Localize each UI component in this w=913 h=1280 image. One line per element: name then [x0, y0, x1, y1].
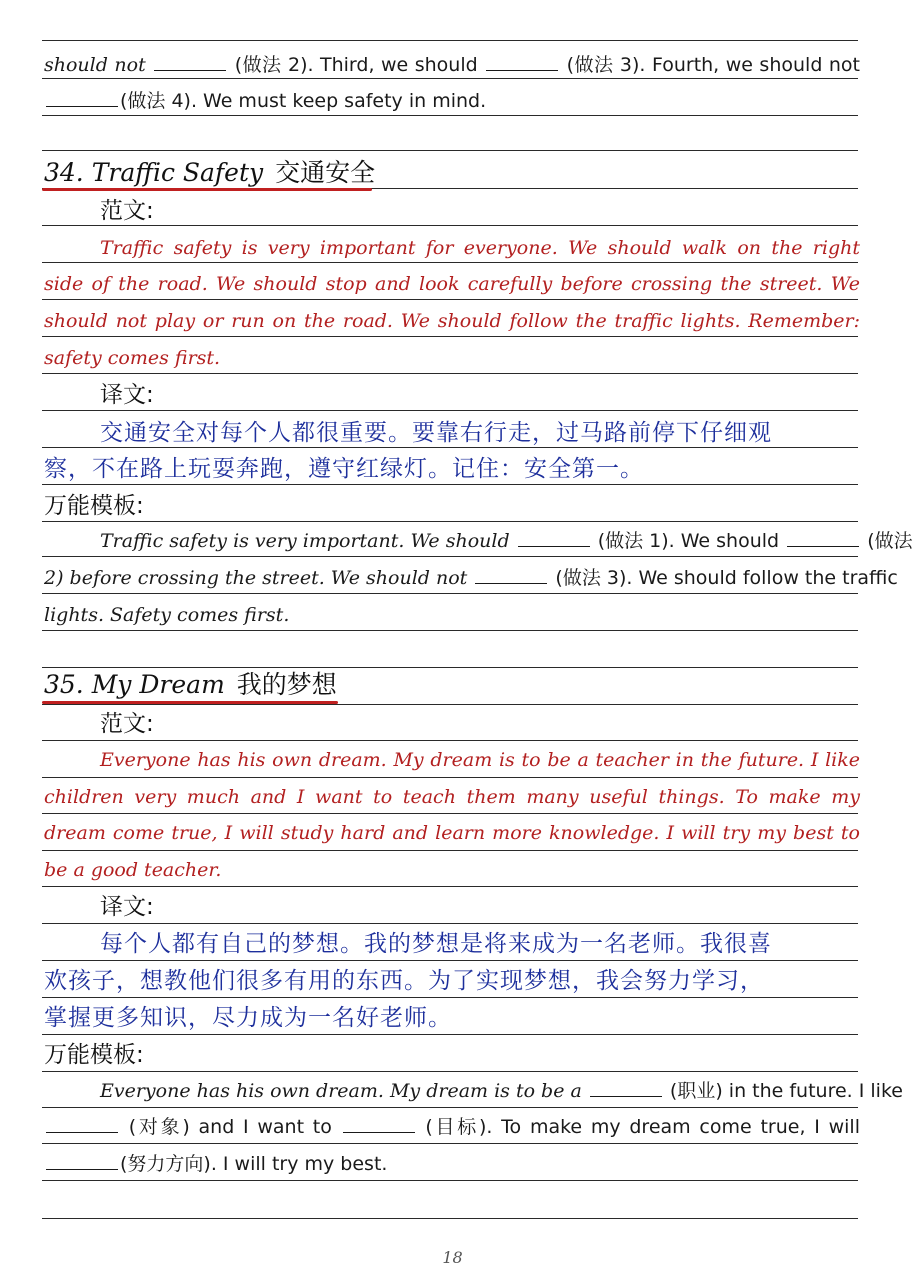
- model-line: Traffic safety is very important for everyone. We should walk on the right: [100, 237, 860, 259]
- template-label: 万能模板:: [44, 493, 144, 519]
- ruled-line: [42, 630, 858, 631]
- template-line: lights. Safety comes first.: [44, 604, 290, 626]
- ruled-line: [42, 886, 858, 887]
- ruled-line: [42, 593, 858, 594]
- text: (努力方向). I will try my best.: [120, 1153, 388, 1175]
- title-en: 35. My Dream: [44, 670, 225, 699]
- ruled-line: [42, 336, 858, 337]
- ruled-line: [42, 521, 858, 522]
- ruled-line: [42, 1218, 858, 1219]
- text: (做法 3). We should follow the traffic: [555, 567, 898, 589]
- ruled-line: [42, 299, 858, 300]
- text: (做法 3). Fourth, we should not: [566, 54, 860, 76]
- translation-label: 译文:: [100, 382, 154, 408]
- text: Everyone has his own dream. My dream is to be a: [100, 1080, 582, 1102]
- section-34-title: [44, 157, 375, 189]
- text: Traffic safety is very important. We should: [100, 530, 510, 552]
- ruled-line: [42, 813, 858, 814]
- template-line: [44, 1076, 903, 1106]
- title-en: 34. Traffic Safety: [44, 158, 264, 187]
- blank: [154, 54, 226, 71]
- ruled-line: [42, 960, 858, 961]
- ruled-line: [42, 997, 858, 998]
- model-line: children very much and I want to teach them many useful things. To make my: [44, 786, 860, 808]
- translation-line: 察，不在路上玩耍奔跑，遵守红绿灯。记住：安全第一。: [44, 456, 644, 482]
- text: (目标). To make my dream come true, I will: [425, 1116, 860, 1138]
- top-template-line-2: [44, 86, 860, 116]
- model-line: dream come true, I will study hard and learn more knowledge. I will try my best to: [44, 822, 860, 844]
- title-underline: [42, 188, 372, 191]
- title-underline: [42, 701, 338, 704]
- translation-line: 交通安全对每个人都很重要。要靠右行走，过马路前停下仔细观: [100, 420, 772, 446]
- template-label: 万能模板:: [44, 1042, 144, 1068]
- blank: [486, 54, 558, 71]
- translation-line: 欢孩子，想教他们很多有用的东西。为了实现梦想，我会努力学习，: [44, 968, 764, 994]
- text: should not: [44, 54, 146, 76]
- ruled-line: [42, 410, 858, 411]
- translation-line: 每个人都有自己的梦想。我的梦想是将来成为一名老师。我很喜: [100, 931, 772, 957]
- ruled-line: [42, 556, 858, 557]
- text: (做法 2). Third, we should: [234, 54, 478, 76]
- ruled-line: [42, 225, 858, 226]
- text: (对象) and I want to: [128, 1116, 332, 1138]
- model-label: 范文:: [100, 198, 154, 224]
- blank: [46, 1153, 118, 1170]
- model-line: should not play or run on the road. We should follow the traffic lights. Remember:: [44, 310, 860, 332]
- ruled-line: [42, 373, 858, 374]
- ruled-line: [42, 1180, 858, 1181]
- text: (职业) in the future. I like: [669, 1080, 903, 1102]
- blank: [787, 530, 859, 547]
- text: 2) before crossing the street. We should not: [44, 567, 468, 589]
- text: (做法 1). We should: [597, 530, 780, 552]
- ruled-line: [42, 850, 858, 851]
- text: (做法: [867, 530, 913, 552]
- ruled-line: [42, 777, 858, 778]
- translation-label: 译文:: [100, 894, 154, 920]
- text: (做法 4). We must keep safety in mind.: [120, 90, 487, 112]
- ruled-line: [42, 150, 858, 151]
- translation-line: 掌握更多知识，尽力成为一名好老师。: [44, 1005, 452, 1031]
- ruled-line: [42, 484, 858, 485]
- top-template-line-1: [44, 50, 860, 80]
- blank: [475, 567, 547, 584]
- ruled-line: [42, 923, 858, 924]
- ruled-line: [42, 1143, 858, 1144]
- ruled-line: [42, 40, 858, 41]
- blank: [343, 1116, 415, 1133]
- ruled-line: [42, 1034, 858, 1035]
- ruled-line: [42, 1071, 858, 1072]
- blank: [46, 90, 118, 107]
- template-line: [44, 526, 913, 556]
- model-line: Everyone has his own dream. My dream is to be a teacher in the future. I like: [100, 749, 860, 771]
- template-line: [44, 563, 898, 593]
- section-35-title: [44, 669, 337, 701]
- ruled-line: [42, 1107, 858, 1108]
- blank: [518, 530, 590, 547]
- template-line: [44, 1149, 860, 1179]
- template-line: [44, 1112, 860, 1142]
- blank: [46, 1116, 118, 1133]
- ruled-line: [42, 667, 858, 668]
- ruled-line: [42, 740, 858, 741]
- page-number: 18: [442, 1248, 463, 1267]
- model-line: be a good teacher.: [44, 859, 222, 881]
- title-zh: 我的梦想: [236, 670, 337, 699]
- model-label: 范文:: [100, 711, 154, 737]
- ruled-line: [42, 704, 858, 705]
- model-line: safety comes first.: [44, 347, 221, 369]
- model-line: side of the road. We should stop and look carefully before crossing the street. We: [44, 273, 860, 295]
- blank: [590, 1080, 662, 1097]
- title-zh: 交通安全: [275, 158, 376, 187]
